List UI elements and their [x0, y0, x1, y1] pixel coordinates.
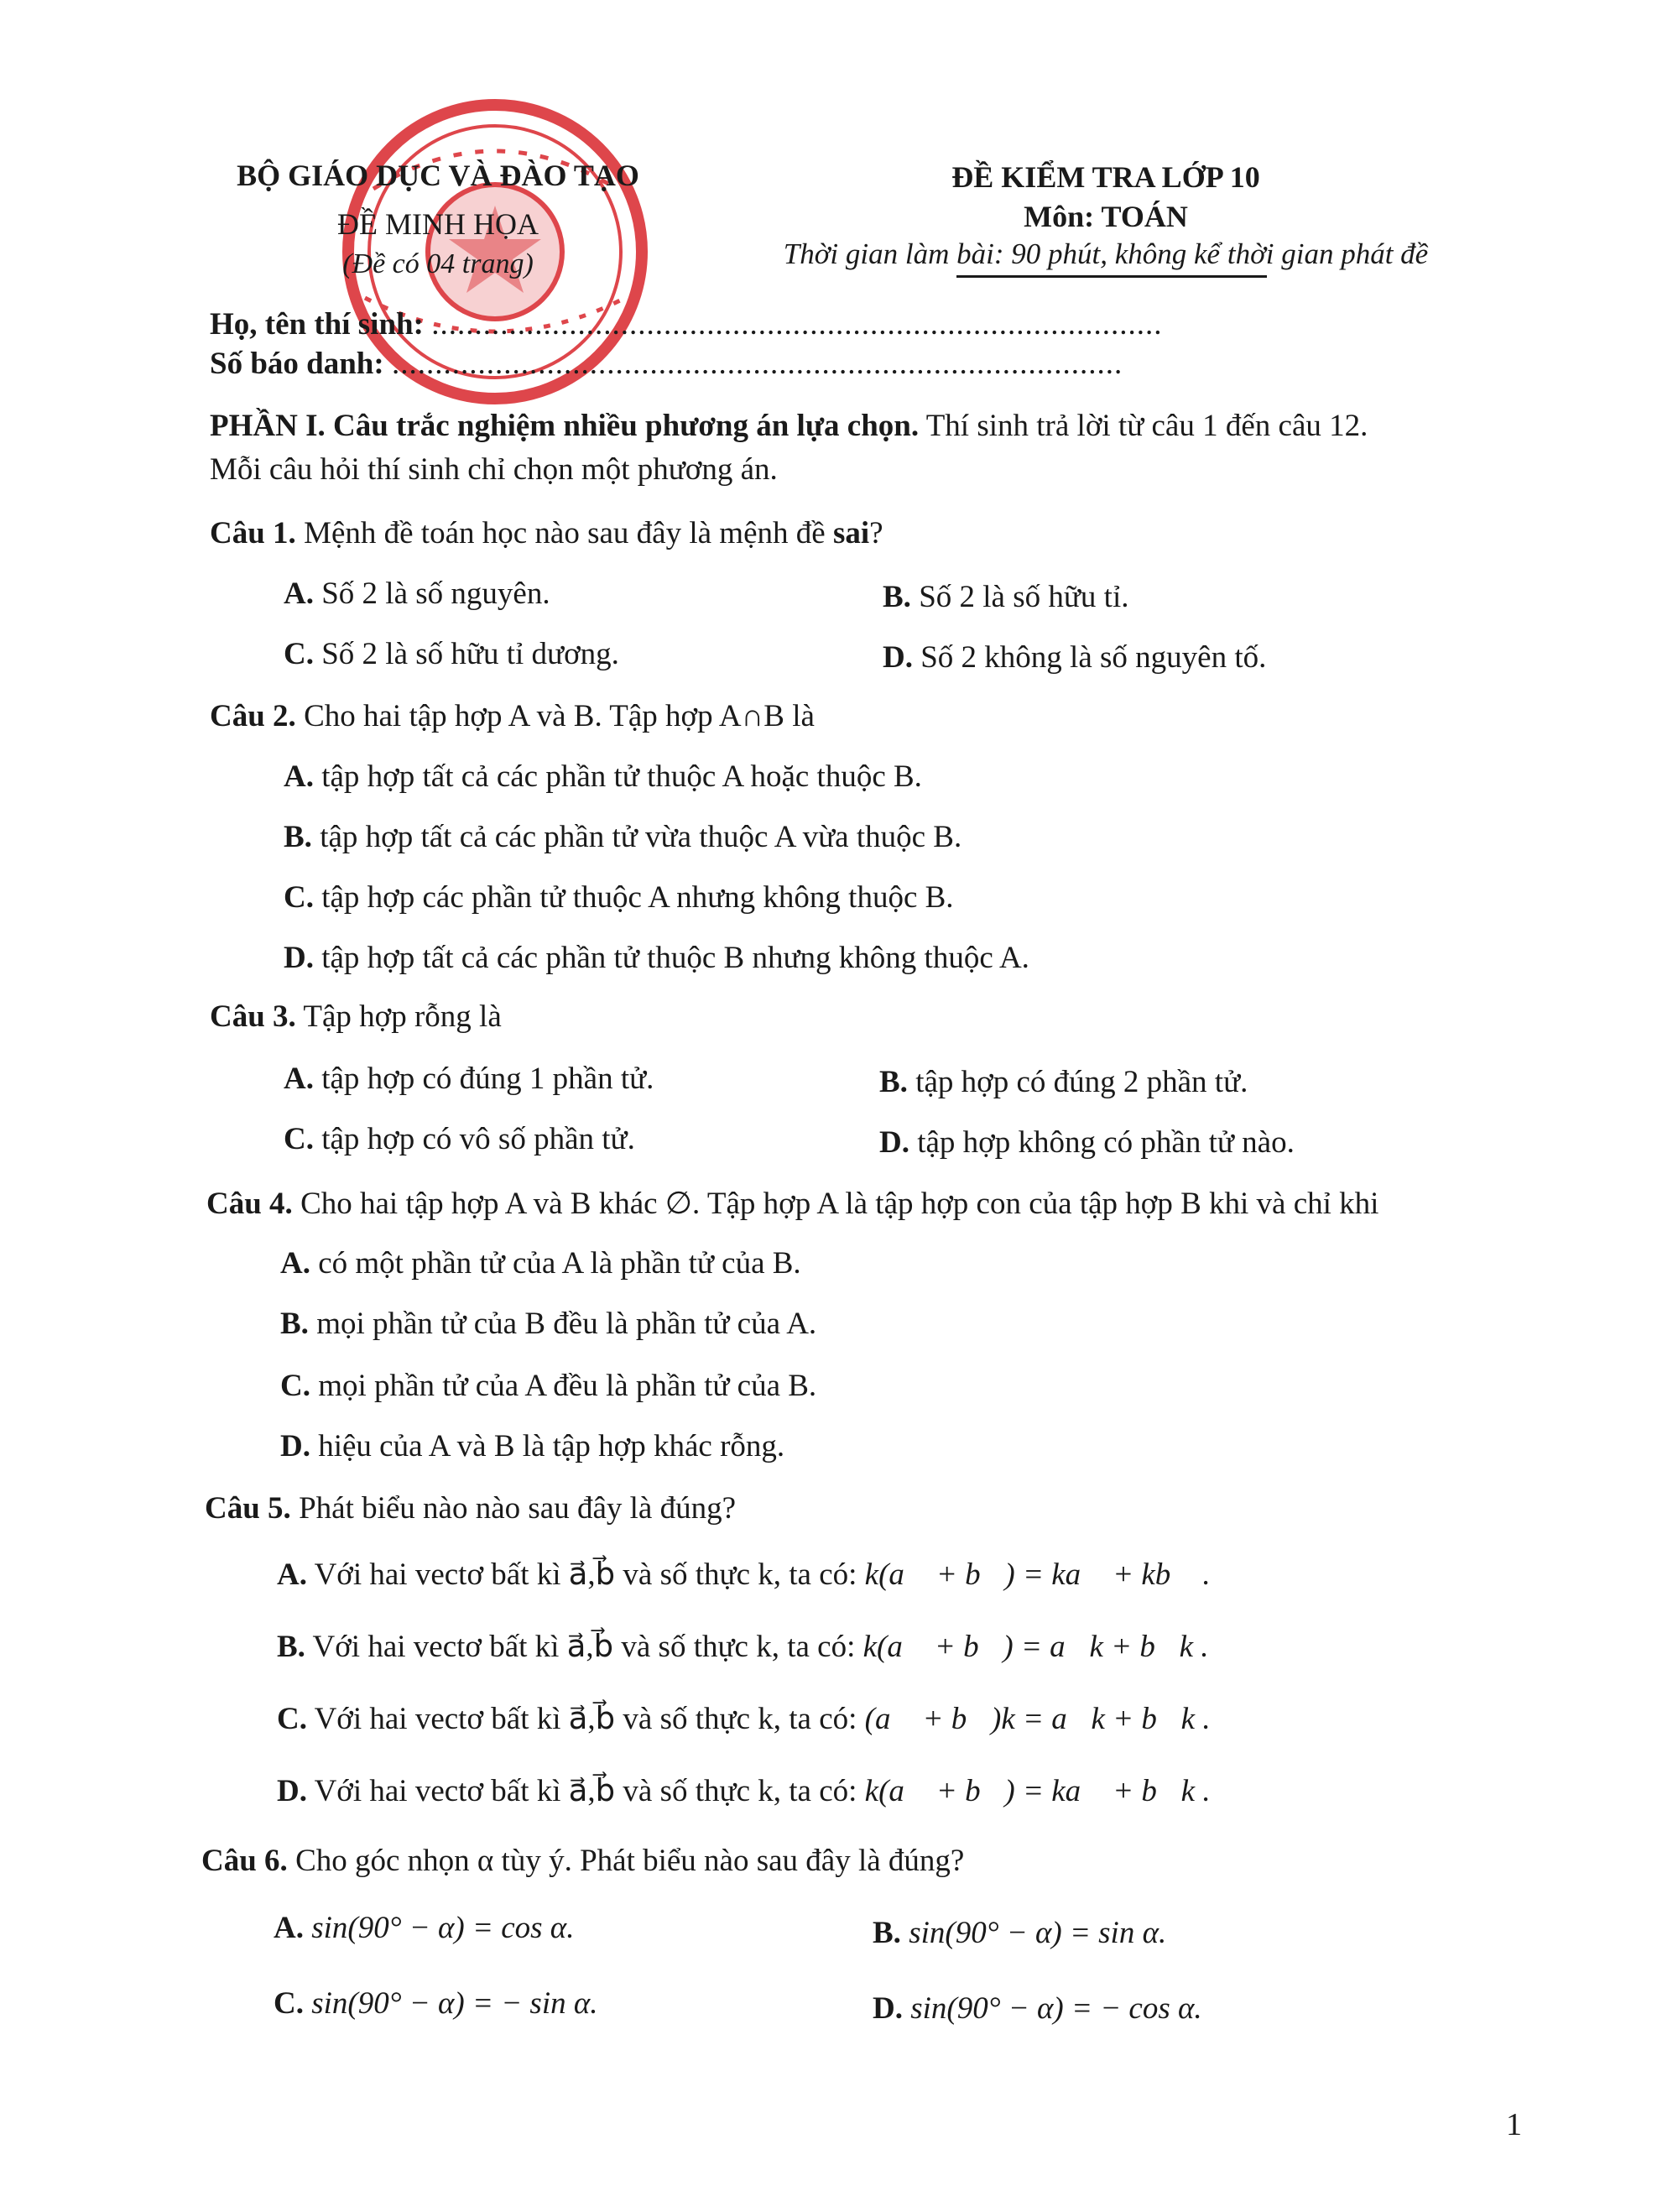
option-key: A. [284, 759, 314, 794]
student-id-label: Số báo danh: [210, 347, 384, 381]
q2-option-b[interactable] [284, 819, 961, 855]
option-key: C. [280, 1369, 310, 1403]
question-text: Mệnh đề toán học nào sau đây là mệnh đề [295, 516, 833, 550]
option-text: Với hai vectơ bất kì a⃗,b⃗ và số thực k, ta có: [306, 1557, 865, 1592]
option-formula: sin(90° − α) = − cos α. [910, 1991, 1202, 2026]
option-key: D. [879, 1125, 909, 1160]
q2-option-a[interactable] [284, 759, 922, 795]
option-text: tập hợp các phần tử thuộc A nhưng không thuộc B. [313, 880, 954, 915]
option-key: B. [277, 1630, 305, 1664]
option-text: Với hai vectơ bất kì a⃗,b⃗ và số thực k, ta có: [306, 1702, 865, 1736]
q6-option-c[interactable] [274, 1985, 598, 2022]
student-id-row [210, 346, 1123, 382]
question-label: Câu 1. [210, 516, 296, 550]
option-formula: (a⃗ + b⃗)k = a⃗k + b⃗k . [864, 1702, 1211, 1736]
part1-instruction-1: Thí sinh trả lời từ câu 1 đến câu 12. [919, 409, 1368, 443]
option-formula: sin(90° − α) = sin α. [909, 1916, 1167, 1950]
question-label: Câu 4. [206, 1187, 293, 1221]
q6-option-b[interactable] [873, 1915, 1166, 1951]
header-rule [956, 275, 1267, 278]
option-formula: sin(90° − α) = − sin α. [311, 1986, 598, 2021]
option-text: mọi phần tử của A đều là phần tử của B. [310, 1369, 817, 1403]
q5-option-a[interactable] [277, 1556, 1211, 1593]
option-key: A. [280, 1246, 310, 1281]
student-name-dots: ..................................................................................... [431, 307, 1163, 342]
question-text: Tập hợp rỗng là [295, 999, 502, 1034]
page-number: 1 [1506, 2107, 1522, 2142]
q6-option-a[interactable] [274, 1910, 574, 1946]
question-label: Câu 3. [210, 999, 296, 1034]
question-text: Cho hai tập hợp A và B khác ∅. Tập hợp A là tập hợp con của tập hợp B khi và chỉ khi [292, 1187, 1379, 1221]
question-3 [210, 999, 502, 1035]
student-id-dots: ..................................................................................... [391, 347, 1123, 381]
option-text: tập hợp tất cả các phần tử vừa thuộc A vừa thuộc B. [311, 820, 962, 854]
q1-option-b[interactable] [883, 579, 1128, 615]
option-text: Số 2 là số hữu tỉ dương. [313, 637, 619, 671]
option-text: tập hợp tất cả các phần tử thuộc B nhưng không thuộc A. [313, 941, 1029, 975]
q4-option-b[interactable] [280, 1306, 816, 1342]
option-key: D. [284, 941, 314, 975]
student-name-label: Họ, tên thí sinh: [210, 307, 424, 342]
q2-option-c[interactable] [284, 879, 954, 916]
q2-option-d[interactable] [284, 940, 1029, 976]
option-text: tập hợp có đúng 1 phần tử. [313, 1062, 654, 1096]
q1-option-c[interactable] [284, 636, 619, 672]
question-1 [210, 515, 883, 551]
question-2 [210, 698, 815, 734]
option-key: B. [883, 580, 911, 614]
option-key: C. [284, 880, 314, 915]
part1-instruction-2: Mỗi câu hỏi thí sinh chỉ chọn một phương án. [210, 452, 778, 487]
option-key: B. [280, 1307, 309, 1341]
option-key: B. [284, 820, 312, 854]
question-text: Phát biểu nào nào sau đây là đúng? [290, 1491, 737, 1526]
option-formula: k(a⃗ + b⃗) = ka⃗ + kb⃗ . [864, 1557, 1211, 1592]
time-note: Thời gian làm bài: 90 phút, không kể thời gian phát đề [783, 237, 1429, 270]
question-4 [206, 1185, 1378, 1222]
question-text: Cho hai tập hợp A và B. Tập hợp A∩B là [295, 699, 815, 733]
option-key: C. [284, 1122, 314, 1156]
option-text: Với hai vectơ bất kì a⃗,b⃗ và số thực k, ta có: [306, 1774, 865, 1808]
q3-option-b[interactable] [879, 1064, 1248, 1100]
question-text-end: ? [869, 516, 883, 550]
q6-option-d[interactable] [873, 1990, 1202, 2027]
option-text: tập hợp tất cả các phần tử thuộc A hoặc thuộc B. [313, 759, 922, 794]
exam-title: ĐỀ KIỂM TRA LỚP 10 [951, 160, 1260, 194]
student-name-row [210, 306, 1162, 342]
question-5 [205, 1490, 736, 1526]
pages-note: (Đề có 04 trang) [342, 248, 534, 279]
question-6 [201, 1843, 964, 1879]
ministry-name: BỘ GIÁO DỤC VÀ ĐÀO TẠO [237, 159, 639, 192]
question-label: Câu 6. [201, 1844, 288, 1878]
q5-option-c[interactable] [277, 1700, 1211, 1737]
option-text: Với hai vectơ bất kì a⃗,b⃗ và số thực k, ta có: [305, 1630, 863, 1664]
q1-option-a[interactable] [284, 576, 550, 612]
option-key: D. [277, 1774, 307, 1808]
q1-option-d[interactable] [883, 639, 1266, 676]
option-key: D. [873, 1991, 903, 2026]
option-text: Số 2 không là số nguyên tố. [912, 640, 1267, 675]
sample-exam-label: ĐỀ MINH HỌA [337, 207, 539, 241]
option-text: tập hợp có đúng 2 phần tử. [907, 1065, 1248, 1099]
option-key: A. [284, 576, 314, 611]
option-text: tập hợp không có phần tử nào. [909, 1125, 1295, 1160]
option-text: mọi phần tử của B đều là phần tử của A. [308, 1307, 817, 1341]
q3-option-d[interactable] [879, 1124, 1295, 1161]
question-emphasis: sai [832, 516, 870, 550]
q3-option-c[interactable] [284, 1121, 635, 1157]
option-key: D. [280, 1429, 310, 1463]
q5-option-b[interactable] [277, 1628, 1209, 1665]
option-text: hiệu của A và B là tập hợp khác rỗng. [310, 1429, 785, 1463]
option-key: B. [873, 1916, 901, 1950]
option-key: A. [284, 1062, 314, 1096]
part1-title: PHẦN I. Câu trắc nghiệm nhiều phương án lựa chọn. [210, 409, 920, 443]
option-formula: sin(90° − α) = cos α. [311, 1911, 575, 1945]
option-text: Số 2 là số nguyên. [313, 576, 550, 611]
q5-option-d[interactable] [277, 1772, 1211, 1809]
q4-option-a[interactable] [280, 1245, 801, 1281]
option-key: D. [883, 640, 913, 675]
option-formula: k(a⃗ + b⃗) = ka⃗ + b⃗k . [864, 1774, 1211, 1808]
subject: Môn: TOÁN [1024, 200, 1188, 233]
option-text: tập hợp có vô số phần tử. [313, 1122, 635, 1156]
q3-option-a[interactable] [284, 1061, 654, 1097]
question-text: Cho góc nhọn α tùy ý. Phát biểu nào sau đây là đúng? [287, 1844, 965, 1878]
question-label: Câu 2. [210, 699, 296, 733]
option-text: Số 2 là số hữu tỉ. [910, 580, 1129, 614]
option-key: C. [284, 637, 314, 671]
q4-option-d[interactable] [280, 1428, 784, 1464]
option-key: C. [274, 1986, 304, 2021]
question-label: Câu 5. [205, 1491, 291, 1526]
part1-heading [210, 408, 1368, 444]
option-key: A. [274, 1911, 304, 1945]
option-key: C. [277, 1702, 307, 1736]
q4-option-c[interactable] [280, 1368, 816, 1404]
option-key: A. [277, 1557, 307, 1592]
option-text: có một phần tử của A là phần tử của B. [310, 1246, 801, 1281]
option-key: B. [879, 1065, 908, 1099]
option-formula: k(a⃗ + b⃗) = a⃗k + b⃗k . [862, 1630, 1209, 1664]
